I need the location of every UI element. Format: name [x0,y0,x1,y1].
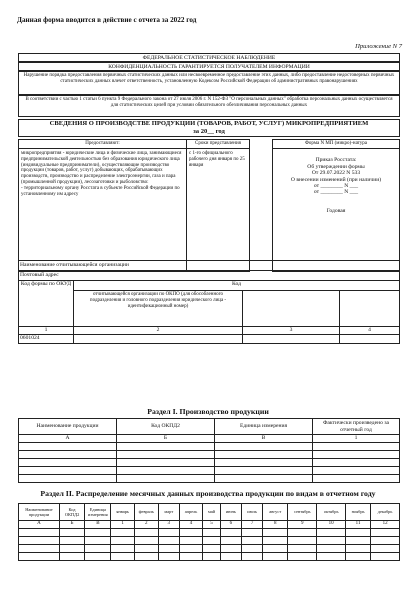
s1-cell[interactable] [19,467,117,475]
s2-cell[interactable] [158,553,179,561]
s2-cell[interactable] [85,553,111,561]
form-number: Форма N МП (микро)-натура [273,140,400,149]
s2-cell[interactable] [111,545,134,553]
s2-cell[interactable] [85,545,111,553]
okpo-label: отчитывающейся организации по ОКПО (для обособленного подразделения и головного подразделения юридического лица - идентификационный номер) [74,291,243,327]
s2-head-3: январь [111,504,134,521]
s2-cell[interactable] [220,529,241,537]
s2-cell[interactable] [203,545,220,553]
s2-cell[interactable] [59,545,84,553]
s1-cell[interactable] [19,451,117,459]
who-text: микропредприятия - юридические лица и физические лица, занимающиеся предпринимательской деятельностью без образования юридического лица (индивидуальные предприниматели), осуществляющие производство продукции (товаров, работ, услуг) добывающих, обрабатывающих производств, производство и распределение электроэнергии, газа и пара (промышленной продукции), лесозаготовки и рыболовство: [21,151,182,185]
s2-cell[interactable] [59,537,84,545]
who-header: Предоставляют: [19,140,187,149]
s2-letter-10: 8 [263,521,288,529]
org-name-label: Наименование отчитывающейся организации [19,261,400,271]
s2-cell[interactable] [371,553,400,561]
s1-head-okpd2: Код ОКПД2 [117,419,215,435]
s2-letter-5: 3 [158,521,179,529]
federal-box [18,53,400,62]
s2-head-1: Код ОКПД2 [59,504,84,521]
s2-cell[interactable] [242,537,263,545]
s1-letter-a: А [19,435,117,443]
s2-cell[interactable] [85,537,111,545]
s2-head-10: август [263,504,288,521]
s1-empty-row [19,443,400,451]
s2-cell[interactable] [59,553,84,561]
s2-cell[interactable] [19,545,60,553]
s2-cell[interactable] [263,537,288,545]
s2-head-6: апрель [179,504,202,521]
s1-cell[interactable] [19,459,117,467]
when-text: с 1-го официального рабочего дня января по 25 января [189,151,245,168]
s2-cell[interactable] [288,553,317,561]
s2-cell[interactable] [242,545,263,553]
s1-letter-v: В [215,435,313,443]
s2-cell[interactable] [158,537,179,545]
when-header: Сроки представления [187,140,250,149]
s2-letter-4: 2 [134,521,158,529]
s2-cell[interactable] [371,545,400,553]
s2-cell[interactable] [19,537,60,545]
code-label: Код [74,281,400,291]
s2-cell[interactable] [263,553,288,561]
s1-cell[interactable] [313,443,400,451]
s2-cell[interactable] [158,545,179,553]
s1-empty-row [19,475,400,483]
when-cell [187,149,250,272]
submission-table [18,139,400,272]
s2-cell[interactable] [242,553,263,561]
s2-cell[interactable] [158,529,179,537]
org-num-1: 1 [19,327,74,335]
s2-cell[interactable] [242,529,263,537]
s2-cell[interactable] [111,537,134,545]
s1-cell[interactable] [313,467,400,475]
s2-cell[interactable] [317,529,346,537]
form-title: СВЕДЕНИЯ О ПРОИЗВОДСТВЕ ПРОДУКЦИИ (ТОВАРОВ, РАБОТ, УСЛУГ) МИКРОПРЕДПРИЯТИЕМ [49,120,369,127]
s1-head-unit: Единица измерения [215,419,313,435]
okud-value: 0601024 [19,335,74,344]
s2-cell[interactable] [346,537,371,545]
s2-head-11: сентябрь [288,504,317,521]
s2-cell[interactable] [346,529,371,537]
s1-empty-row [19,451,400,459]
s2-cell[interactable] [220,553,241,561]
s1-cell[interactable] [19,475,117,483]
s1-cell[interactable] [313,451,400,459]
s2-head-0: Наименование продукции [19,504,60,521]
s2-head-9: июль [242,504,263,521]
s2-cell[interactable] [203,529,220,537]
s2-cell[interactable] [134,529,158,537]
s2-letter-13: 11 [346,521,371,529]
s2-cell[interactable] [59,529,84,537]
s2-letter-14: 12 [371,521,400,529]
s1-cell[interactable] [215,475,313,483]
confidential-title: КОНФИДЕНЦИАЛЬНОСТЬ ГАРАНТИРУЕТСЯ ПОЛУЧАТЕЛЕМ ИНФОРМАЦИИ [108,64,310,70]
s2-cell[interactable] [371,529,400,537]
s2-head-7: май [203,504,220,521]
s2-letter-0: А [19,521,60,529]
s2-cell[interactable] [346,553,371,561]
who-cell [19,149,187,272]
s2-head-8: июнь [220,504,241,521]
s2-letter-8: 6 [220,521,241,529]
s2-cell[interactable] [179,545,202,553]
federal-title: ФЕДЕРАЛЬНОЕ СТАТИСТИЧЕСКОЕ НАБЛЮДЕНИЕ [142,55,276,61]
s2-cell[interactable] [288,537,317,545]
s2-cell[interactable] [203,537,220,545]
confidential-box [18,62,400,71]
s2-cell[interactable] [220,537,241,545]
s1-cell[interactable] [19,443,117,451]
org-num-2: 2 [74,327,243,335]
violation-box [18,71,400,95]
s2-cell[interactable] [19,529,60,537]
section2-table [18,503,400,561]
s1-cell[interactable] [117,459,215,467]
s2-cell[interactable] [179,529,202,537]
s1-cell[interactable] [313,459,400,467]
s2-cell[interactable] [19,553,60,561]
s2-head-2: Единица измерения [85,504,111,521]
s2-cell[interactable] [371,537,400,545]
s2-head-13: ноябрь [346,504,371,521]
s2-head-12: октябрь [317,504,346,521]
annual-label: Годовая [326,208,346,215]
org-table [18,260,400,344]
section1-table [18,418,400,483]
s2-cell[interactable] [179,537,202,545]
s2-cell[interactable] [134,545,158,553]
s1-empty-row [19,459,400,467]
s2-letter-7: 5 [203,521,220,529]
s2-cell[interactable] [203,553,220,561]
law-box [18,95,400,117]
s2-empty-row [19,529,400,537]
org-num-4: 4 [340,327,400,335]
form-title-box [18,119,400,137]
section2-title: Раздел II. Распределение месячных данных производства продукции по видам в отчетном году [40,489,376,498]
s1-cell[interactable] [313,475,400,483]
law-text: В соответствии с частью 1 статьи 6 пункта 9 Федерального закона от 27 июля 2006 г. N 152-ФЗ "О персональных данных" обработка персональных данных осуществляется для статистических целей при условии обязательного обезличивания персональных данных [25,97,393,108]
s1-empty-row [19,467,400,475]
org-num-3: 3 [243,327,340,335]
s2-letter-11: 9 [288,521,317,529]
s2-cell[interactable] [263,529,288,537]
s2-cell[interactable] [179,553,202,561]
s1-letter-b: Б [117,435,215,443]
s2-cell[interactable] [346,545,371,553]
violation-text: Нарушение порядка предоставления первичных статистических данных или несвоевременное предоставление этих данных, либо предоставление недостоверных первичных статистических данных влечет ответственность, установленную Кодексом Российской Федерации об административных правонарушениях [23,73,395,84]
section1-title: Раздел I. Производство продукции [147,407,269,416]
s2-cell[interactable] [317,545,346,553]
top-note: Данная форма вводится в действие с отчета за 2022 год [17,16,197,24]
s2-head-5: март [158,504,179,521]
s1-head-name: Наименование продукции [19,419,117,435]
s1-cell[interactable] [215,443,313,451]
s2-cell[interactable] [134,553,158,561]
s1-cell[interactable] [215,451,313,459]
s2-cell[interactable] [317,537,346,545]
s1-cell[interactable] [117,467,215,475]
s2-head-14: декабрь [371,504,400,521]
s2-cell[interactable] [134,537,158,545]
s2-empty-row [19,545,400,553]
s1-cell[interactable] [215,459,313,467]
s2-letter-1: Б [59,521,84,529]
s2-letter-3: 1 [111,521,134,529]
order-cell [273,149,400,272]
s1-letter-1: 1 [313,435,400,443]
s1-cell[interactable] [117,451,215,459]
s2-cell[interactable] [288,545,317,553]
okud-label: Код формы по ОКУД [19,281,74,327]
s1-head-actual: Фактически произведено за отчетный год [313,419,400,435]
order-text: Приказ Росстата: Об утверждении формы От 29.07.2022 N 533 О внесении изменений (при наличии) от ________ N ___ от ________ N ___ [290,157,382,196]
s1-cell[interactable] [117,443,215,451]
s2-cell[interactable] [85,529,111,537]
form-period: за 20__ год [193,128,225,135]
org-address-label: Почтовый адрес [19,271,400,281]
s2-letter-12: 10 [317,521,346,529]
s2-cell[interactable] [111,529,134,537]
s2-cell[interactable] [317,553,346,561]
s2-letter-9: 7 [242,521,263,529]
s2-cell[interactable] [111,553,134,561]
appendix-label: Приложение N 7 [355,43,402,50]
s2-letter-6: 4 [179,521,202,529]
s2-letter-2: В [85,521,111,529]
s2-cell[interactable] [288,529,317,537]
s2-cell[interactable] [263,545,288,553]
s1-cell[interactable] [215,467,313,475]
who-text-2: - территориальному органу Росстата в субъекте Российской Федерации по установленному им адресу [21,185,180,197]
s2-head-4: февраль [134,504,158,521]
s2-cell[interactable] [220,545,241,553]
s2-empty-row [19,537,400,545]
s1-cell[interactable] [117,475,215,483]
s2-empty-row [19,553,400,561]
